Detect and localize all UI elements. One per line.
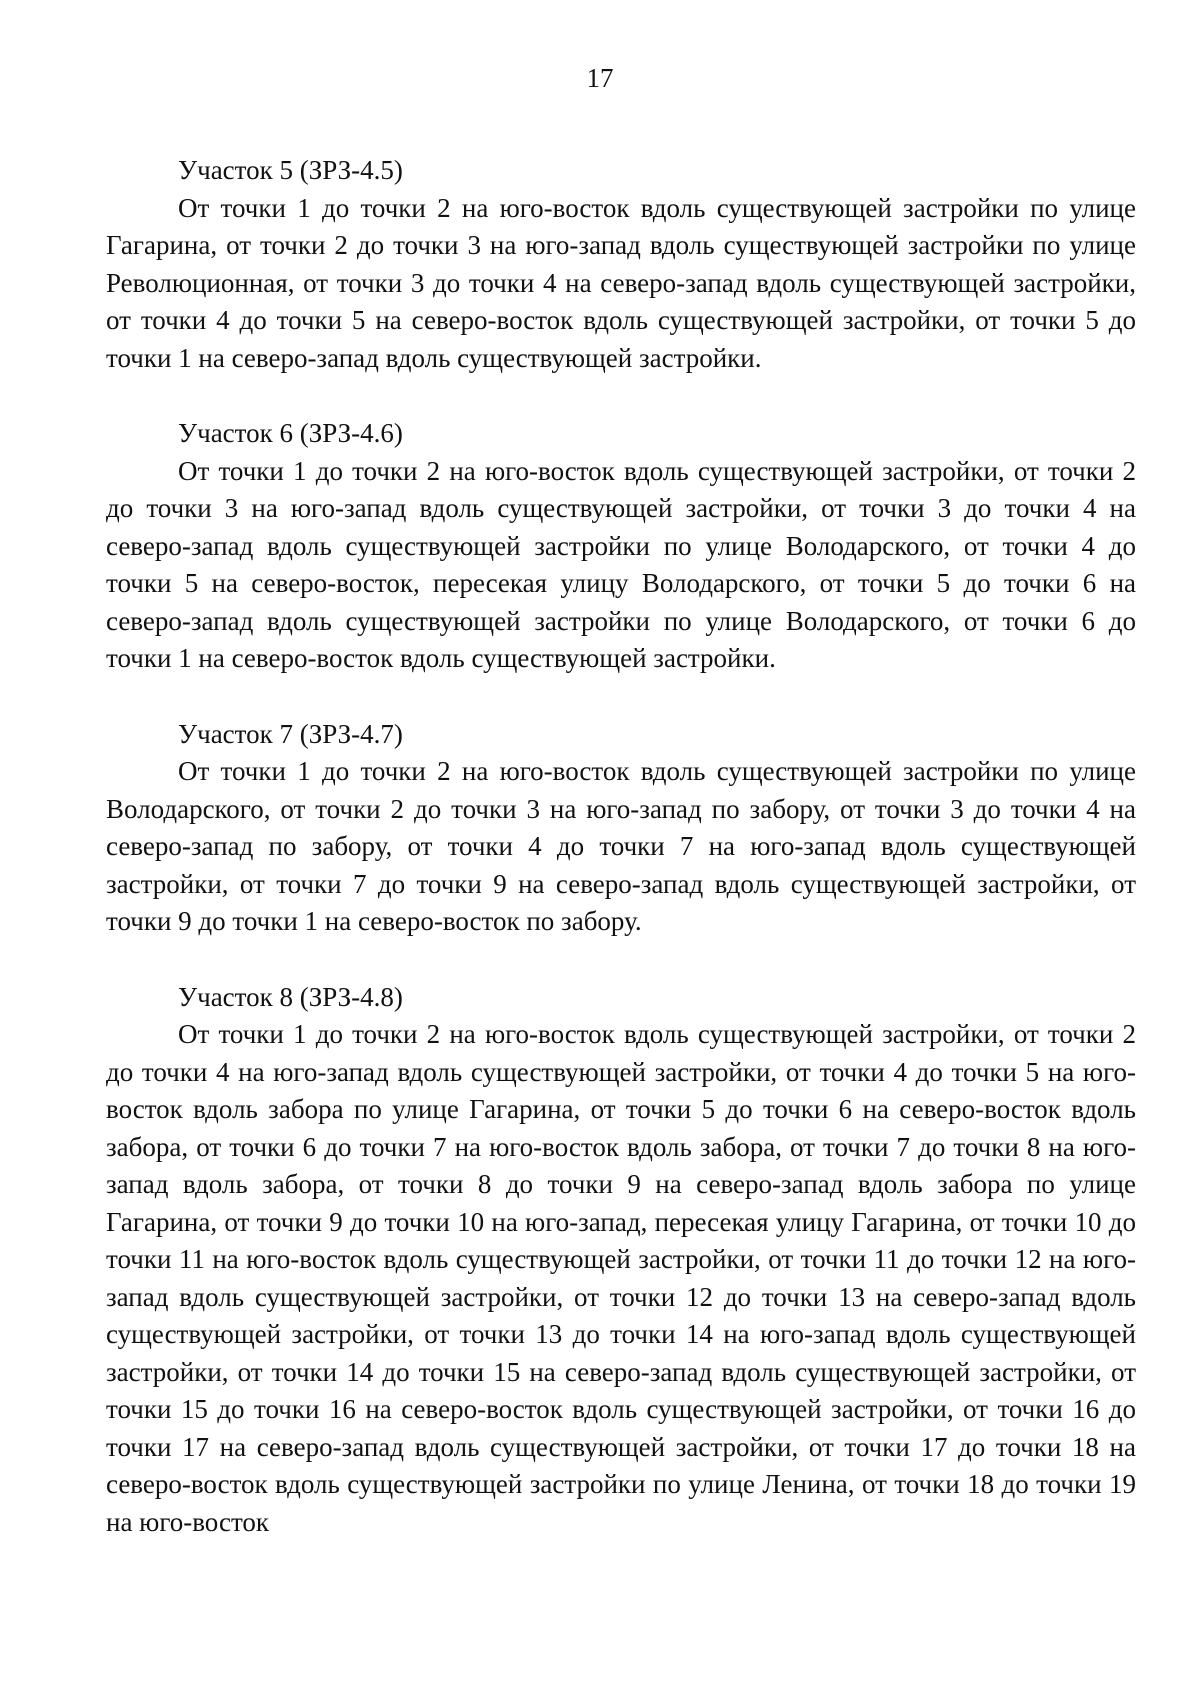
section-body: От точки 1 до точки 2 на юго-восток вдоль существующей застройки по улице Гагарина, от точки 2 до точки 3 на юго-запад вдоль существующей застройки по улице Революционная, от точки 3 до точки 4 на северо-запад вдоль существующей застройки, от точки 4 до точки 5 на северо-восток вдоль существующей застройки, от точки 5 до точки 1 на северо-запад вдоль существующей застройки. [106,192,1136,373]
section-plot-7 [106,716,1136,941]
section-heading: Участок 7 (ЗРЗ-4.7) [178,718,403,749]
section-heading: Участок 8 (ЗРЗ-4.8) [178,981,403,1012]
section-heading: Участок 6 (ЗРЗ-4.6) [178,418,403,448]
page-number: 17 [586,63,614,93]
section-plot-8 [106,979,1136,1542]
section-body: От точки 1 до точки 2 на юго-восток вдоль существующей застройки, от точки 2 до точки 3 на юго-запад вдоль существующей застройки, от точки 3 до точки 4 на северо-запад вдоль существующей застройки по улице Володарского, от точки 4 до точки 5 на северо-восток, пересекая улицу Володарского, от точки 5 до точки 6 на северо-запад вдоль существующей застройки по улице Володарского, от точки 6 до точки 1 на северо-восток вдоль существующей застройки. [106,455,1136,673]
section-body: От точки 1 до точки 2 на юго-восток вдоль существующей застройки, от точки 2 до точки 4 на юго-запад вдоль существующей застройки, от точки 4 до точки 5 на юго-восток вдоль забора по улице Гагарина, от точки 5 до точки 6 на северо-восток вдоль забора, от точки 6 до точки 7 на юго-восток вдоль забора, от точки 7 до точки 8 на юго-запад вдоль забора, от точки 8 до точки 9 на северо-запад вдоль забора по улице Гагарина, от точки 9 до точки 10 на юго-запад, пересекая улицу Гагарина, от точки 10 до точки 11 на юго-восток вдоль существующей застройки, от точки 11 до точки 12 на юго-запад вдоль существующей застройки, от точки 12 до точки 13 на северо-запад вдоль существующей застройки, от точки 13 до точки 14 на юго-запад вдоль существующей застройки, от точки 14 до точки 15 на северо-запад вдоль существующей застройки, от точки 15 до точки 16 на северо-восток вдоль существующей застройки, от точки 16 до точки 17 на северо-запад вдоль существующей застройки, от точки 17 до точки 18 на северо-восток вдоль существующей застройки по улице Ленина, от точки 18 до точки 19 на юго-восток [106,1019,1136,1537]
section-heading: Участок 5 (ЗРЗ-4.5) [178,155,403,185]
section-plot-6 [106,415,1136,678]
document-content [106,152,1136,1579]
section-plot-5 [106,152,1136,377]
section-body: От точки 1 до точки 2 на юго-восток вдоль существующей застройки по улице Володарского, от точки 2 до точки 3 на юго-запад по забору, от точки 3 до точки 4 на северо-запад по забору, от точки 4 до точки 7 на юго-запад вдоль существующей застройки, от точки 7 до точки 9 на северо-запад вдоль существующей застройки, от точки 9 до точки 1 на северо-восток по забору. [106,756,1136,936]
